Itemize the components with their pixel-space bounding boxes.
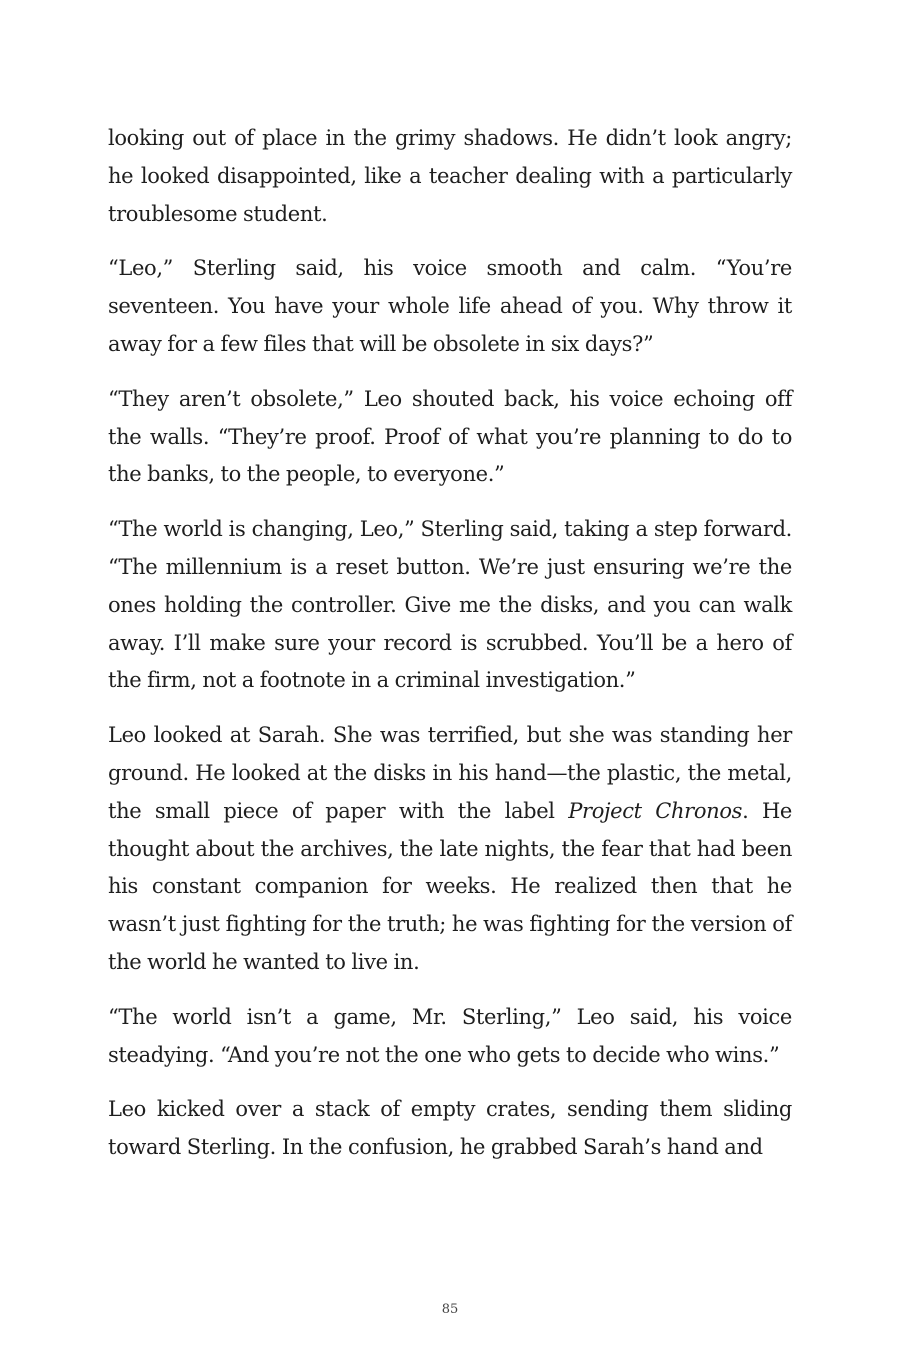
paragraph-5-before: Leo looked at Sarah. She was terrified, but she was standing her ground. He looked at the disks in his hand—the plastic, the metal, the small piece of paper with the label bbox=[108, 723, 792, 823]
page-number: 85 bbox=[441, 1302, 459, 1317]
project-title-italic: Project Chronos bbox=[568, 798, 743, 823]
paragraph-5 bbox=[108, 717, 792, 982]
paragraph-2: “Leo,” Sterling said, his voice smooth and calm. “You’re seventeen. You have your whole life ahead of you. Why throw it away for a few files that will be obsolete in six days?” bbox=[108, 256, 792, 356]
paragraph-6: “The world isn’t a game, Mr. Sterling,” Leo said, his voice steadying. “And you’re not the one who gets to decide who wins.” bbox=[108, 1004, 792, 1067]
paragraph-3: “They aren’t obsolete,” Leo shouted back, his voice echoing off the walls. “They’re proof. Proof of what you’re planning to do to the banks, to the people, to everyone.” bbox=[108, 386, 792, 487]
paragraph-1: looking out of place in the grimy shadows. He didn’t look angry; he looked disappointed, like a teacher dealing with a particularly troublesome student. bbox=[108, 126, 792, 226]
paragraph-5-after: . He thought about the archives, the late nights, the fear that had been his constant companion for weeks. He realized then that he wasn’t just fighting for the truth; he was fighting for the version of the world he wanted to live in. bbox=[108, 798, 792, 974]
paragraph-4: “The world is changing, Leo,” Sterling said, taking a step forward. “The millennium is a reset button. We’re just ensuring we’re the ones holding the controller. Give me the disks, and you can walk away. I’ll make sure your record is scrubbed. You’ll be a hero of the firm, not a footnote in a criminal investigation.” bbox=[108, 517, 792, 693]
body-text bbox=[108, 120, 792, 1184]
paragraph-7: Leo kicked over a stack of empty crates, sending them sliding toward Sterling. In the confusion, he grabbed Sarah’s hand and bbox=[108, 1097, 792, 1160]
